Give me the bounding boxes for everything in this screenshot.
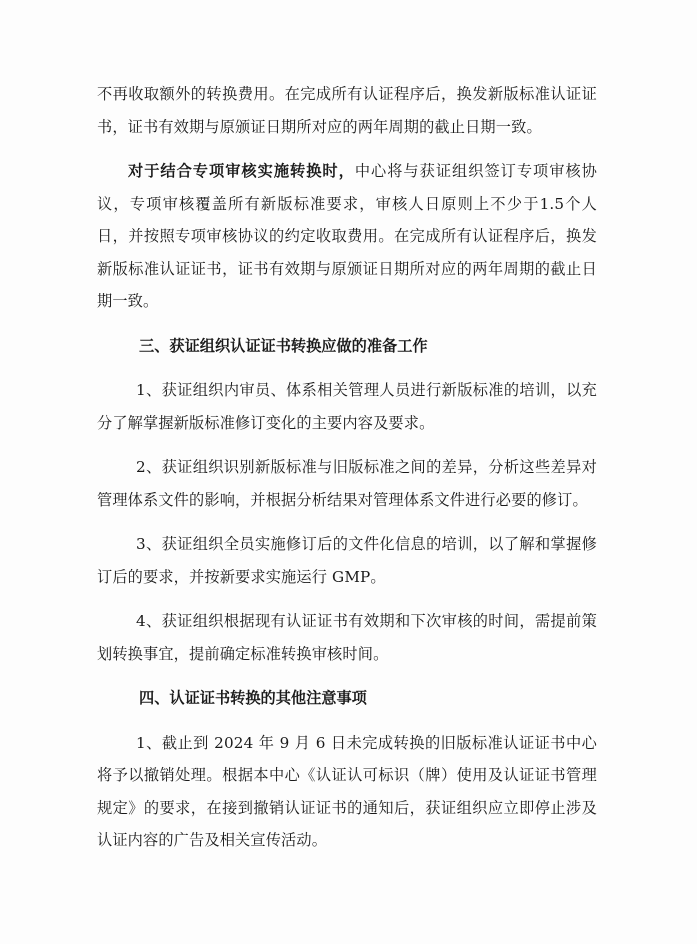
paragraph-special-audit [97,155,597,318]
list-item-3-3: 3、获证组织全员实施修订后的文件化信息的培训，以了解和掌握修订后的要求，并按新要求实施运行 GMP。 [97,535,597,586]
list-item-3-1: 1、获证组织内审员、体系相关管理人员进行新版标准的培训，以充分了解掌握新版标准修订变化的主要内容及要求。 [97,381,597,432]
paragraph-fee: 不再收取额外的转换费用。在完成所有认证程序后，换发新版标准认证证书，证书有效期与原颁证日期所对应的两年周期的截止日期一致。 [97,85,597,136]
list-item-4-1: 1、截止到 2024 年 9 月 6 日未完成转换的旧版标准认证证书中心将予以撤销处理。根据本中心《认证认可标识（牌）使用及认证证书管理规定》的要求，在接到撤销认证证书的通知后，获证组织应立即停止涉及认证内容的广告及相关宣传活动。 [97,733,597,849]
document-body [97,78,597,869]
list-item-3-4: 4、获证组织根据现有认证证书有效期和下次审核的时间，需提前策划转换事宜，提前确定标准转换审核时间。 [97,612,597,663]
section-heading-3: 三、获证组织认证证书转换应做的准备工作 [139,336,428,355]
list-item-3-2: 2、获证组织识别新版标准与旧版标准之间的差异，分析这些差异对管理体系文件的影响，并根据分析结果对管理体系文件进行必要的修订。 [97,458,597,509]
special-audit-text: 中心将与获证组织签订专项审核协议，专项审核覆盖所有新版标准要求，审核人日原则上不少于1.5个人日，并按照专项审核协议的约定收取费用。在完成所有认证程序后，换发新版标准认证证书，证书有效期与原颁证日期所对应的两年周期的截止日期一致。 [97,162,597,310]
section-heading-4: 四、认证证书转换的其他注意事项 [139,689,367,707]
special-audit-lead: 对于结合专项审核实施转换时， [128,162,355,180]
